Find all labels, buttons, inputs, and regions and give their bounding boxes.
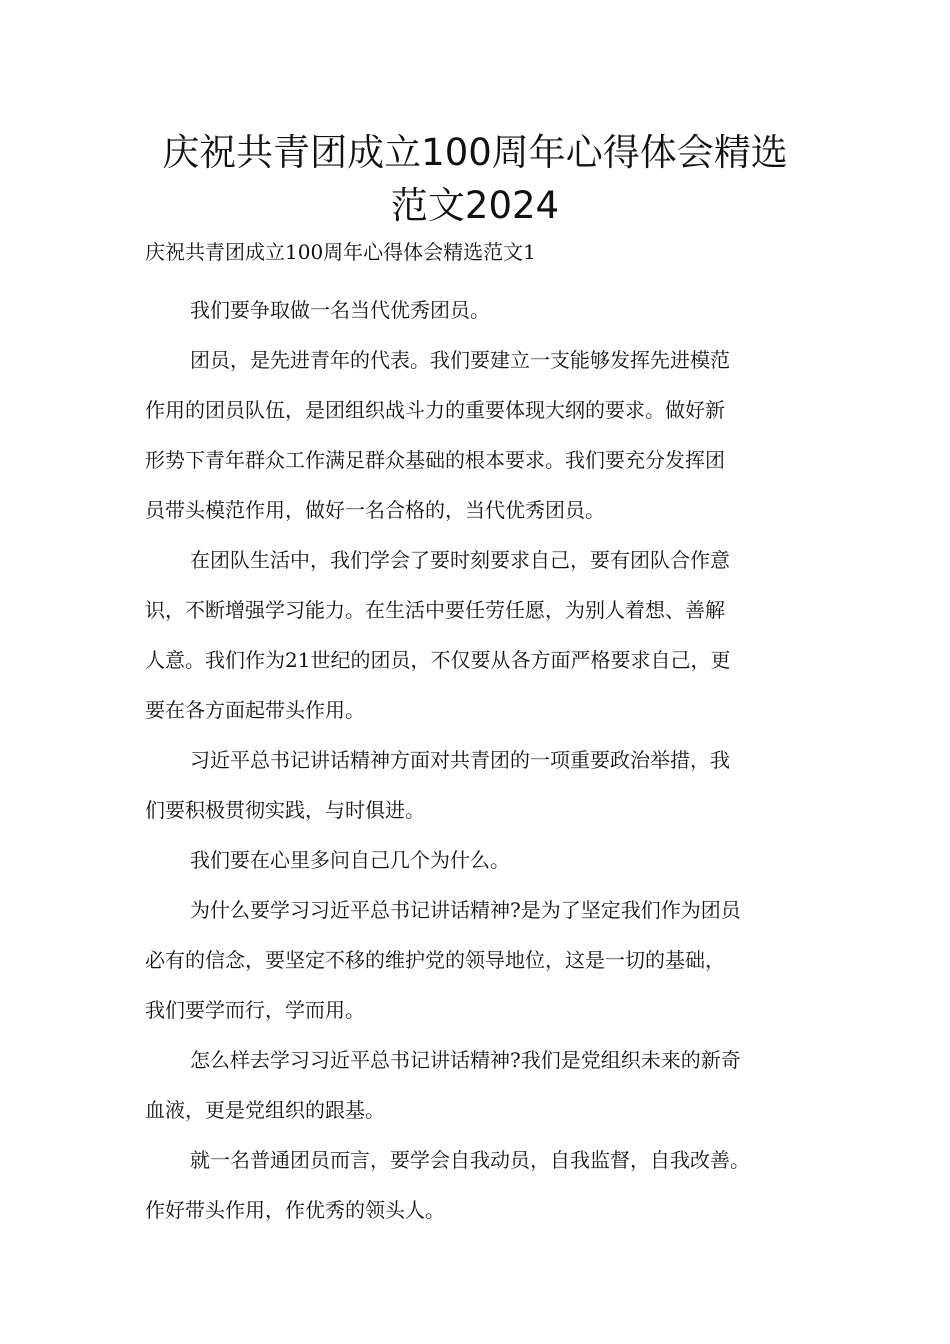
paragraph-line: 我们要学而行，学而用。 — [145, 998, 365, 1022]
paragraph-line: 血液，更是党组织的跟基。 — [145, 1098, 385, 1122]
paragraph-line: 我们要在心里多问自己几个为什么。 — [190, 848, 510, 872]
title-line-1: 庆祝共青团成立100周年心得体会精选 — [162, 131, 788, 174]
paragraph-line: 习近平总书记讲话精神方面对共青团的一项重要政治举措，我 — [190, 748, 730, 772]
paragraph-line: 人意。我们作为21世纪的团员，不仅要从各方面严格要求自己，更 — [145, 648, 731, 672]
paragraph — [145, 735, 825, 835]
paragraph-line: 要在各方面起带头作用。 — [145, 698, 365, 722]
paragraph — [145, 885, 825, 1035]
paragraph — [145, 1135, 825, 1235]
paragraph-line: 怎么样去学习习近平总书记讲话精神?我们是党组织未来的新奇 — [190, 1048, 741, 1072]
paragraph-line: 必有的信念，要坚定不移的维护党的领导地位，这是一切的基础， — [145, 948, 725, 972]
paragraph-line: 就一名普通团员而言，要学会自我动员，自我监督，自我改善。 — [190, 1148, 750, 1172]
paragraph — [145, 1035, 825, 1135]
paragraph-line: 我们要争取做一名当代优秀团员。 — [190, 298, 490, 322]
paragraph-line: 团员，是先进青年的代表。我们要建立一支能够发挥先进模范 — [190, 348, 730, 372]
paragraph — [145, 285, 825, 335]
paragraph-line: 作用的团员队伍，是团组织战斗力的重要体现大纲的要求。做好新 — [145, 398, 725, 422]
paragraph-line: 识，不断增强学习能力。在生活中要任劳任愿，为别人着想、善解 — [145, 598, 725, 622]
document-title — [0, 126, 950, 232]
paragraph-line: 员带头模范作用，做好一名合格的，当代优秀团员。 — [145, 498, 605, 522]
paragraph-line: 作好带头作用，作优秀的领头人。 — [145, 1198, 445, 1222]
title-line-2: 范文2024 — [390, 184, 560, 227]
document-subtitle: 庆祝共青团成立100周年心得体会精选范文1 — [145, 240, 536, 264]
paragraph — [145, 335, 825, 535]
paragraph — [145, 835, 825, 885]
paragraph-line: 在团队生活中，我们学会了要时刻要求自己，要有团队合作意 — [190, 548, 730, 572]
paragraph-line: 形势下青年群众工作满足群众基础的根本要求。我们要充分发挥团 — [145, 448, 725, 472]
paragraph-line: 为什么要学习习近平总书记讲话精神?是为了坚定我们作为团员 — [190, 898, 741, 922]
paragraph — [145, 535, 825, 735]
paragraph-line: 们要积极贯彻实践，与时俱进。 — [145, 798, 425, 822]
document-body — [145, 285, 825, 1235]
